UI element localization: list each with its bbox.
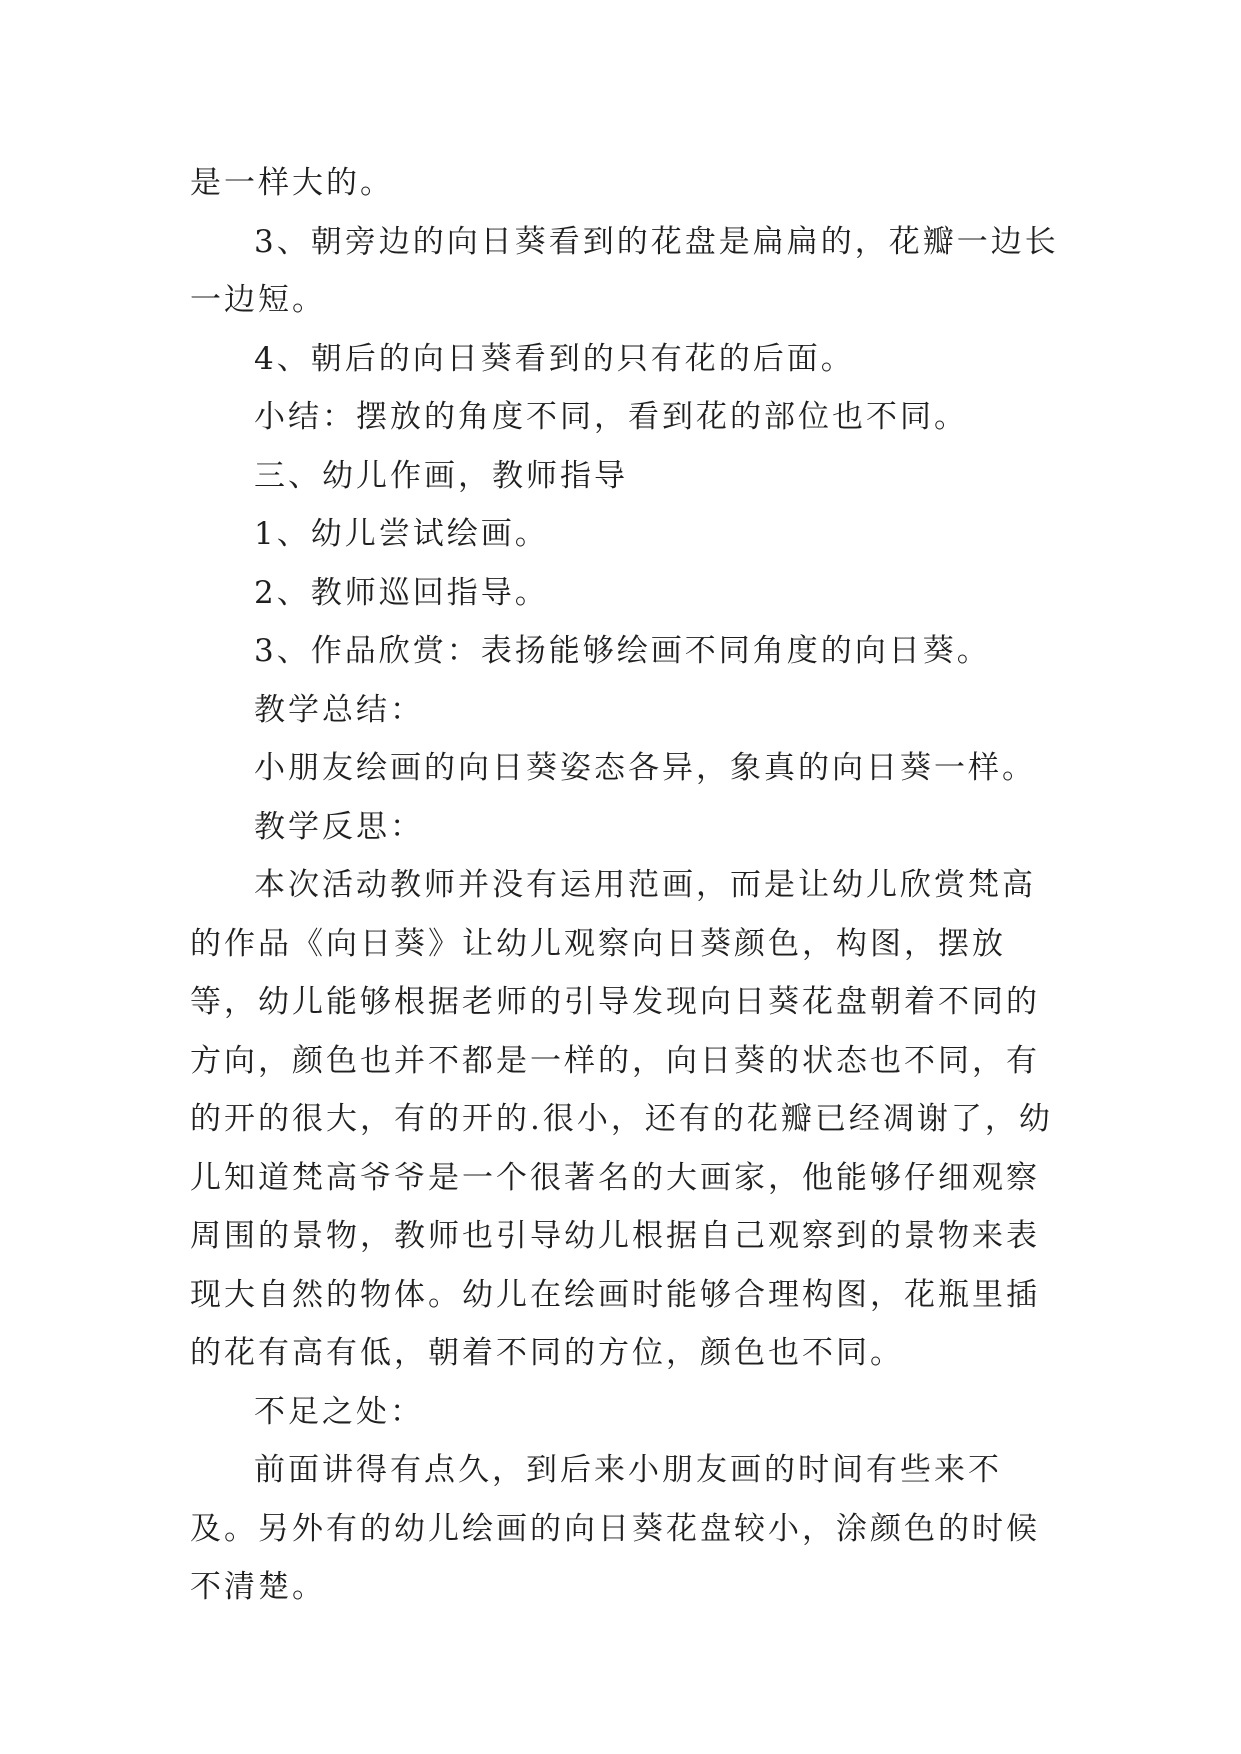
paragraph-step-3: 3、朝旁边的向日葵看到的花盘是扁扁的，花瓣一边长一边短。 <box>190 223 1059 318</box>
paragraph-drawing-step-2: 2、教师巡回指导。 <box>254 574 549 611</box>
paragraph-drawing-step-1: 1、幼儿尝试绘画。 <box>254 516 549 552</box>
document-body <box>190 154 1060 1617</box>
paragraph-step-4: 4、朝后的向日葵看到的只有花的后面。 <box>254 340 855 377</box>
paragraph-teaching-reflection: 本次活动教师并没有运用范画，而是让幼儿欣赏梵高的作品《向日葵》让幼儿观察向日葵颜色，构图，摆放等，幼儿能够根据老师的引导发现向日葵花盘朝着不同的方向，颜色也并不都是一样的，向日葵的状态也不同，有的开的很大，有的开的.很小，还有的花瓣已经凋谢了，幼儿知道梵高爷爷是一个很著名的大画家，他能够仔细观察周围的景物，教师也引导幼儿根据自己观察到的景物来表现大自然的物体。幼儿在绘画时能够合理构图，花瓶里插的花有高有低，朝着不同的方位，颜色也不同。 <box>190 867 1053 1371</box>
paragraph-continuation: 是一样大的。 <box>190 165 394 201</box>
paragraph-drawing-step-3: 3、作品欣赏：表扬能够绘画不同角度的向日葵。 <box>254 633 991 669</box>
paragraph-teaching-summary: 小朋友绘画的向日葵姿态各异，象真的向日葵一样。 <box>254 750 1036 786</box>
heading-teaching-reflection: 教学反思： <box>254 808 424 845</box>
heading-teaching-summary: 教学总结： <box>254 691 424 728</box>
section-heading-drawing: 三、幼儿作画，教师指导 <box>254 457 628 494</box>
paragraph-shortcomings: 前面讲得有点久，到后来小朋友画的时间有些来不及。另外有的幼儿绘画的向日葵花盘较小，涂颜色的时候不清楚。 <box>190 1452 1040 1605</box>
paragraph-summary: 小结：摆放的角度不同，看到花的部位也不同。 <box>254 399 968 435</box>
heading-shortcomings: 不足之处： <box>254 1393 424 1430</box>
